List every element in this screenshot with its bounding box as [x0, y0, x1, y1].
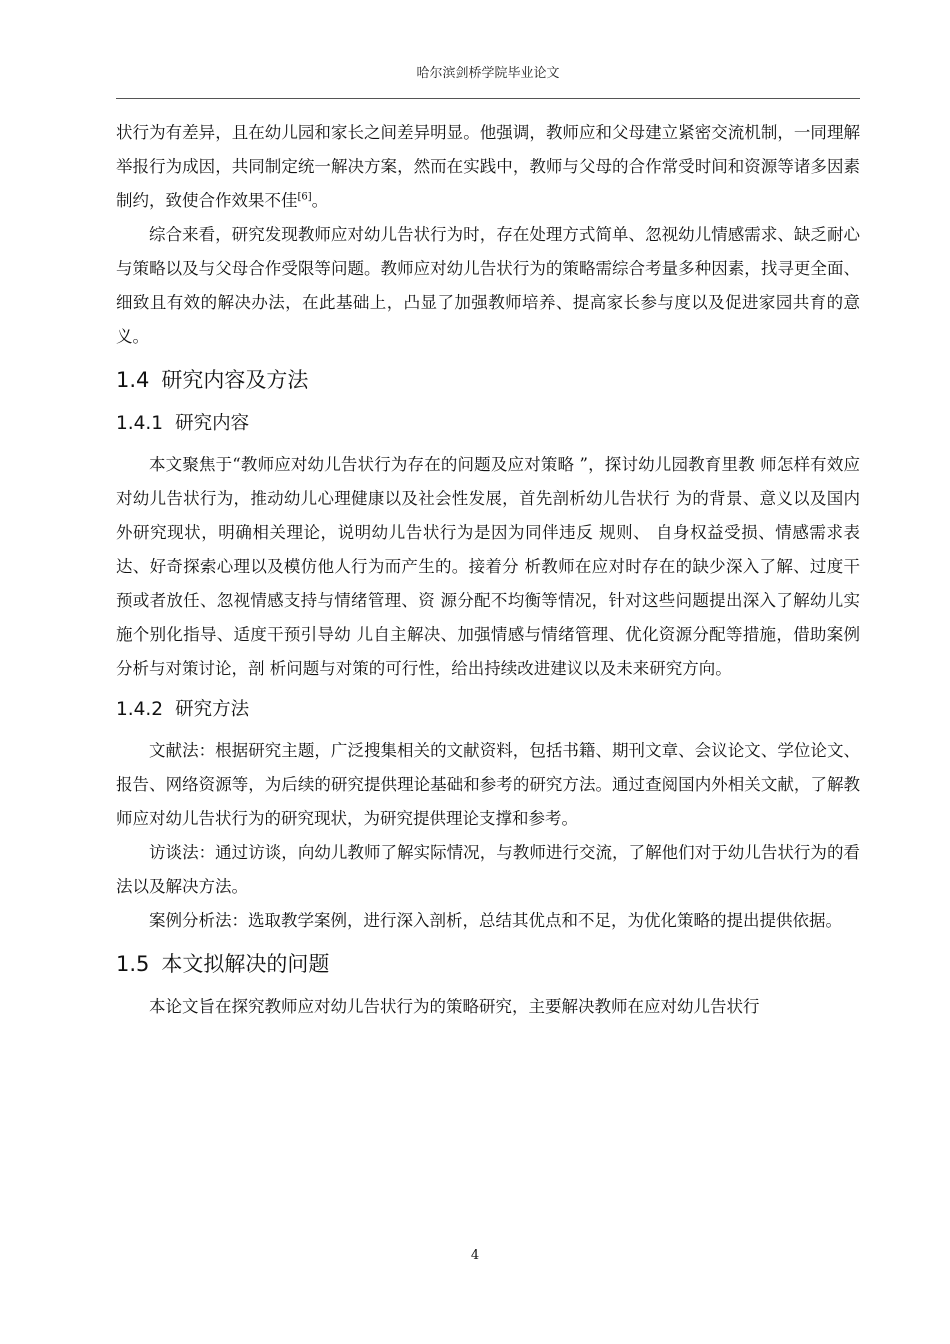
section-number: 1.4	[116, 368, 150, 392]
subsection-heading-1-4-1	[116, 406, 860, 442]
header-rule	[116, 98, 860, 99]
subsection-number: 1.4.1	[116, 413, 164, 434]
subsection-number: 1.4.2	[116, 699, 164, 720]
section-title: 本文拟解决的问题	[161, 952, 330, 976]
subsection-heading-1-4-2	[116, 692, 860, 728]
paragraph-continuation	[116, 116, 860, 218]
page-body	[116, 116, 860, 1024]
paragraph-problem: 本论文旨在探究教师应对幼儿告状行为的策略研究，主要解决教师在应对幼儿告状行	[149, 997, 760, 1016]
paragraph-literature-method: 文献法：根据研究主题，广泛搜集相关的文献资料，包括书籍、期刊文章、会议论文、学位论文、报告、网络资源等，为后续的研究提供理论基础和参考的研究方法。通过查阅国内外相关文献，了解教师应对幼儿告状行为的研究现状，为研究提供理论支撑和参考。	[116, 741, 860, 828]
subsection-title: 研究内容	[175, 413, 250, 434]
subsection-title: 研究方法	[175, 699, 250, 720]
citation-ref[interactable]: [6]	[297, 191, 312, 203]
paragraph-text: 状行为有差异，且在幼儿园和家长之间差异明显。他强调，教师应和父母建立紧密交流机制，一同理解举报行为成因，共同制定统一解决方案，然而在实践中，教师与父母的合作常受时间和资源等诸多因素制约，致使合作效果不佳	[116, 123, 860, 210]
running-header: 哈尔滨剑桥学院毕业论文	[416, 66, 560, 81]
paragraph-tail: 。	[311, 191, 329, 210]
paragraph-interview-method: 访谈法：通过访谈，向幼儿教师了解实际情况，与教师进行交流，了解他们对于幼儿告状行为的看法以及解决方法。	[116, 843, 860, 896]
paragraph-case-method: 案例分析法：选取教学案例，进行深入剖析，总结其优点和不足，为优化策略的提出提供依据。	[149, 911, 842, 930]
section-number: 1.5	[116, 952, 150, 976]
section-title: 研究内容及方法	[161, 368, 309, 392]
section-heading-1-4	[116, 360, 860, 400]
page-number: 4	[470, 1248, 480, 1263]
paragraph-research-content: 本文聚焦于“教师应对幼儿告状行为存在的问题及应对策略 ”，探讨幼儿园教育里教 师怎样有效应对幼儿告状行为，推动幼儿心理健康以及社会性发展，首先剖析幼儿告状行 为的背景、意义以及国内外研究现状，明确相关理论，说明幼儿告状行为是因为同伴违反 规则、 自身权益受损、情感需求表达、好奇探索心理以及模仿他人行为而产生的。接着分 析教师在应对时存在的缺少深入了解、过度干预或者放任、忽视情感支持与情绪管理、资 源分配不均衡等情况，针对这些问题提出深入了解幼儿实施个别化指导、适度干预引导幼 儿自主解决、加强情感与情绪管理、优化资源分配等措施，借助案例分析与对策讨论，剖 析问题与对策的可行性，给出持续改进建议以及未来研究方向。	[116, 455, 860, 678]
section-heading-1-5	[116, 944, 860, 984]
paragraph-summary: 综合来看，研究发现教师应对幼儿告状行为时，存在处理方式简单、忽视幼儿情感需求、缺乏耐心与策略以及与父母合作受限等问题。教师应对幼儿告状行为的策略需综合考量多种因素，找寻更全面、细致且有效的解决办法，在此基础上，凸显了加强教师培养、提高家长参与度以及促进家园共育的意义。	[116, 225, 860, 346]
